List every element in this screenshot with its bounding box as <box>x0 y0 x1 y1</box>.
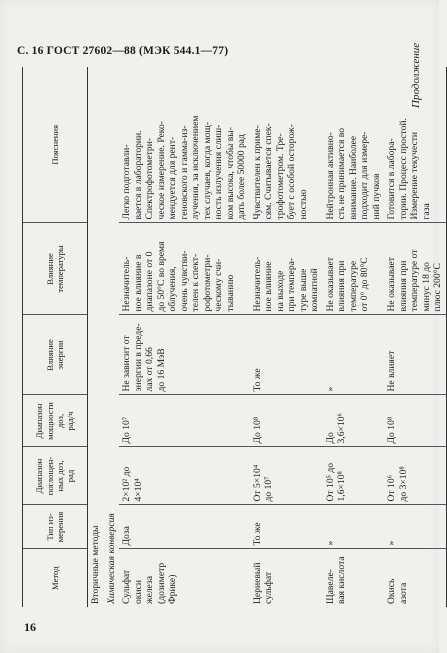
cell-temperature: Незначитель- ное влияние в диапазоне от 0 до 50°С во время облучения, очень чувстви- телен к спект- рофотометри- ческому счи- тыванию <box>119 223 250 315</box>
subsection-heading: Химическая конверсия <box>105 513 117 604</box>
col-header-dose-range: Диапазон поглощен- ных доз, рад <box>23 447 88 505</box>
cell-rate-range: До 10⁷ <box>119 395 250 447</box>
cell-method: Сульфат окиси железа (дозиметр Фрике) <box>121 562 178 604</box>
cell-notes: Чувствителен к приме- сям. Считывается спек- трофотометром. Тре- бует с особой осторож- ностью <box>250 67 323 223</box>
col-header-type: Тип из- мерения <box>23 505 88 549</box>
cell-notes: Готовится в лабора- тории. Процесс простой. Измерение текучести газа <box>384 67 446 223</box>
cell-method: Щавеле- вая кислота <box>324 556 347 604</box>
page-number: 16 <box>24 620 36 634</box>
cell-dose-range: От 5×10⁴ до 10⁷ <box>250 447 323 505</box>
cell-notes: Легко подготавли- вается в лаборатории. Спектрофотометри- ческое измерение. Реко- мендуется для рент- геновского и гамма-из- лучения, за исключением тех случаев, когда мощ- ность излучения слиш- ком высока, чтобы вы- дать более 50000 рад <box>119 67 250 223</box>
section-heading: Вторичные методы <box>90 525 101 604</box>
dosimetry-methods-table <box>22 67 447 607</box>
col-header-rate-range: Диапазон мощности доз, рад/ч <box>23 395 88 447</box>
col-header-notes: Пояснения <box>23 67 88 223</box>
cell-dose-range: 2×10² до 4×10⁴ <box>119 447 250 505</box>
table-row <box>323 67 385 607</box>
cell-temperature: Незначитель- ное влияние на выходе при темпера- туре выше комнатной <box>250 223 323 315</box>
cell-type: » <box>384 505 446 549</box>
cell-dose-range: От 10⁵ до 1,6×10⁸ <box>323 447 385 505</box>
cell-rate-range: До 10⁸ <box>384 395 446 447</box>
cell-type: » <box>323 505 385 549</box>
col-header-energy: Влияние энергии <box>23 315 88 395</box>
cell-energy: Не зависит от энергии в преде- лах от 0,66 до 16 МэВ <box>119 315 250 395</box>
cell-notes: Нейтронная активно- сть не принимается во внимание. Наиболее подходит для измере- ний пучков <box>323 67 385 223</box>
cell-type: То же <box>250 505 323 549</box>
cell-energy: Не влияет <box>384 315 446 395</box>
cell-method: Окись азота <box>386 578 409 604</box>
table-row <box>384 67 446 607</box>
col-header-method: Метод <box>23 549 88 607</box>
continuation-label: Продолжение <box>410 42 422 108</box>
table-row <box>119 67 250 607</box>
cell-dose-range: От 10⁶ до 3×10⁸ <box>384 447 446 505</box>
cell-energy: То же <box>250 315 323 395</box>
table-row <box>250 67 323 607</box>
section-heading-row <box>88 67 104 607</box>
cell-rate-range: До 3,6×10⁶ <box>323 395 385 447</box>
running-header: С. 16 ГОСТ 27602—88 (МЭК 544.1—77) <box>17 45 229 57</box>
col-header-temperature: Влияние температуры <box>23 223 88 315</box>
cell-energy: » <box>323 315 385 395</box>
cell-temperature: Не оказывает влияния при температуре от минус 18 до плюс 200°С <box>384 223 446 315</box>
cell-temperature: Не оказывает влияния при температуре от 0° до 80°С <box>323 223 385 315</box>
subsection-heading-row <box>104 67 120 607</box>
table-header-row <box>23 67 88 607</box>
cell-type: Доза <box>119 505 250 549</box>
cell-method: Цериевый сульфат <box>251 562 274 604</box>
cell-rate-range: До 10⁸ <box>250 395 323 447</box>
